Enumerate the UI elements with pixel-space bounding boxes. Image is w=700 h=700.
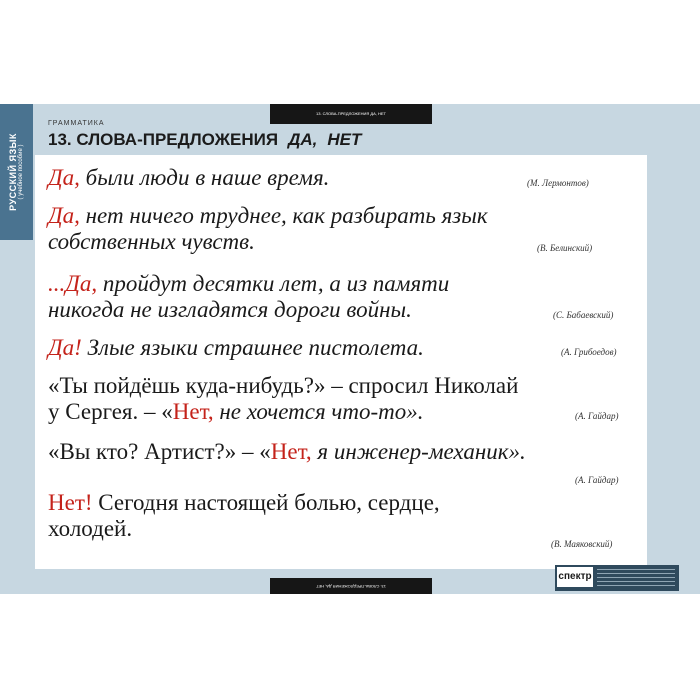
top-strip: 13. СЛОВА-ПРЕДЛОЖЕНИЯ ДА, НЕТ	[270, 104, 432, 124]
title-word-da: ДА,	[288, 130, 318, 149]
example-text: холодей.	[48, 516, 133, 541]
example-3-line-2	[48, 297, 412, 323]
example-text: не хочется что-то».	[213, 399, 424, 424]
bottom-strip: 13. СЛОВА-ПРЕДЛОЖЕНИЯ ДА, НЕТ	[270, 578, 432, 594]
example-text: у Сергея. – «	[48, 399, 173, 424]
highlight-word: Нет,	[270, 439, 312, 464]
example-text: нет ничего труднее, как разбирать язык	[79, 203, 488, 228]
highlight-word: Да!	[48, 335, 82, 360]
page-title	[48, 130, 361, 150]
example-text: были люди в наше время.	[79, 165, 330, 190]
publisher-logo-block	[555, 565, 679, 591]
publisher-fine-print	[597, 569, 675, 589]
example-text: «Вы кто? Артист?» – «	[48, 439, 271, 464]
title-number: 13. СЛОВА-ПРЕДЛОЖЕНИЯ	[48, 130, 279, 149]
poster	[0, 104, 700, 594]
example-7-author: (В. Маяковский)	[551, 539, 613, 549]
highlight-word: Нет!	[48, 490, 93, 515]
example-text: Злые языки страшнее пистолета.	[81, 335, 424, 360]
example-5-line-1	[48, 373, 518, 399]
example-4-author: (А. Грибоедов)	[561, 347, 617, 357]
example-3-line-1	[48, 271, 449, 297]
example-5-author: (А. Гайдар)	[575, 411, 619, 421]
highlight-word: Да,	[48, 203, 80, 228]
example-2-line-1	[48, 203, 488, 229]
side-tab-subtitle: ( учебное пособие )	[18, 144, 24, 200]
highlight-word: ...Да,	[48, 271, 98, 296]
example-3-author: (С. Бабаевский)	[553, 310, 614, 320]
publisher-logo: спектр	[557, 567, 593, 587]
example-text: пройдут десятки лет, а из памяти	[97, 271, 450, 296]
example-6-line-1	[48, 439, 526, 465]
highlight-word: Нет,	[172, 399, 214, 424]
example-text: Сегодня настоящей болью, сердце,	[92, 490, 440, 515]
example-2-line-2	[48, 229, 255, 255]
side-tab-title: РУССКИЙ ЯЗЫК	[8, 133, 18, 211]
subject-label: ГРАММАТИКА	[48, 120, 105, 127]
title-word-net: НЕТ	[327, 130, 362, 149]
subject-side-tab	[0, 104, 33, 240]
highlight-word: Да,	[48, 165, 80, 190]
content-card	[35, 155, 647, 569]
example-7-line-2	[48, 516, 132, 542]
example-1-line-1	[48, 165, 329, 191]
example-text: я инженер-механик».	[311, 439, 526, 464]
example-text: «Ты пойдёшь куда-нибудь?» – спросил Николай	[48, 373, 519, 398]
example-2-author: (В. Белинский)	[537, 243, 593, 253]
example-1-author: (М. Лермонтов)	[527, 178, 589, 188]
example-text: собственных чувств.	[48, 229, 255, 254]
example-5-line-2	[48, 399, 424, 425]
example-text: никогда не изгладятся дороги войны.	[48, 297, 412, 322]
example-6-author: (А. Гайдар)	[575, 475, 619, 485]
example-7-line-1	[48, 490, 440, 516]
example-4-line-1	[48, 335, 424, 361]
